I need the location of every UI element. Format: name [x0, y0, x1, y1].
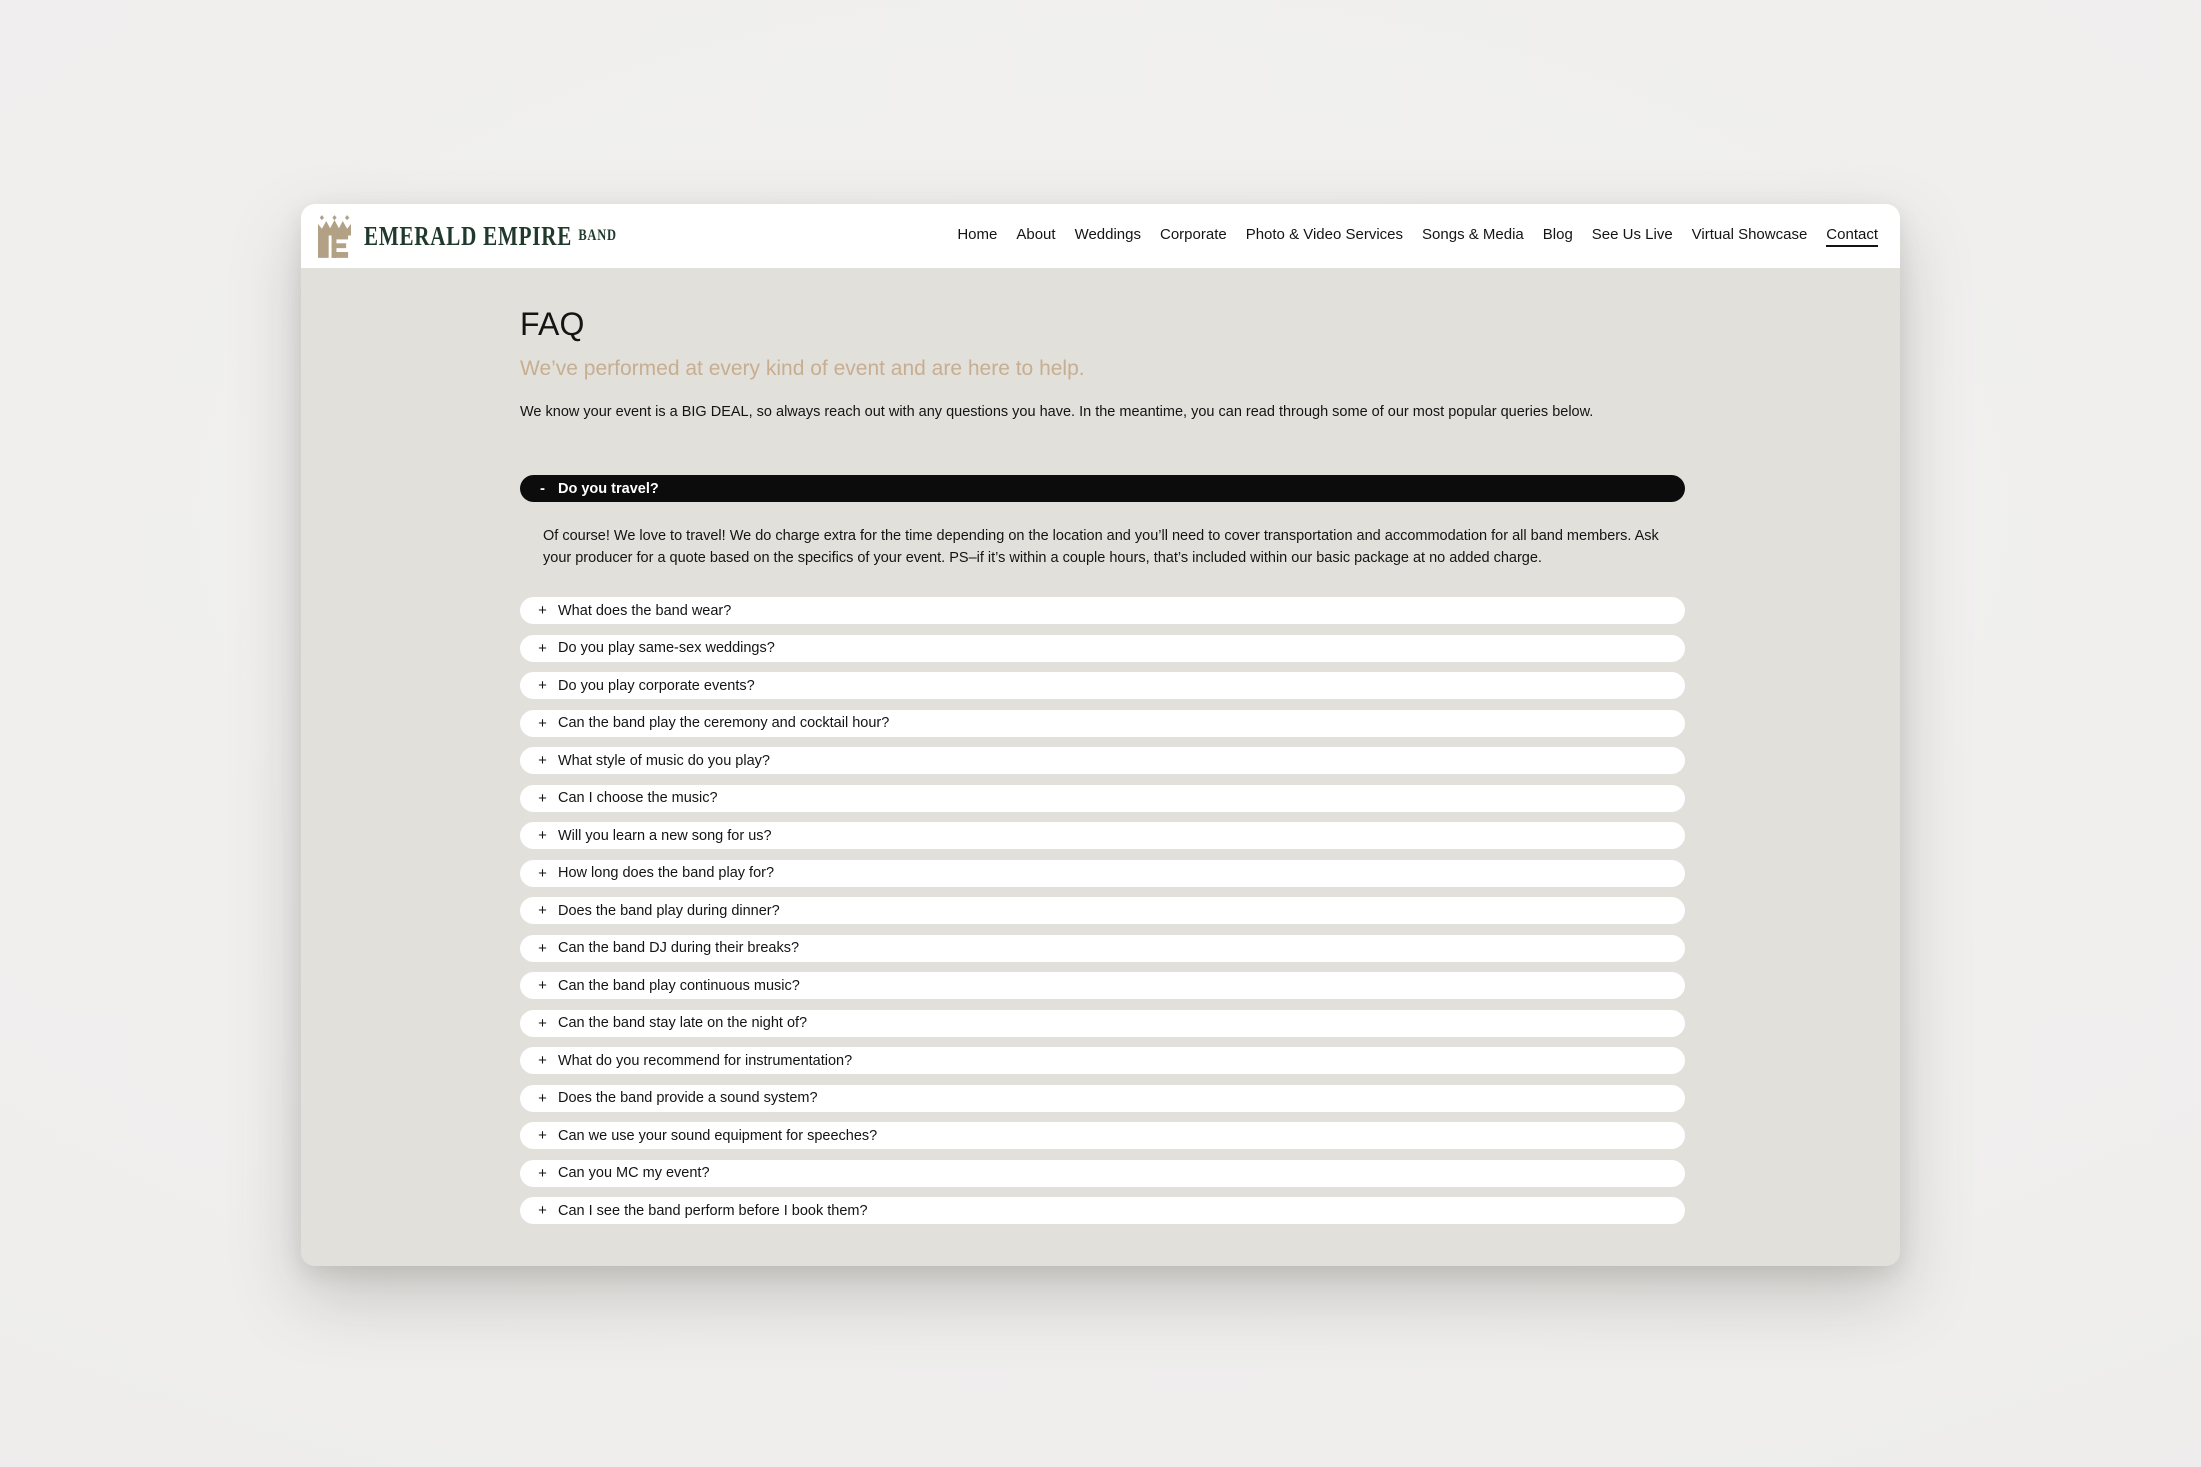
faq-question: What style of music do you play? [558, 752, 770, 769]
faq-question: What does the band wear? [558, 602, 732, 619]
faq-item[interactable] [520, 822, 1685, 849]
main-nav [957, 226, 1878, 247]
site-card [301, 204, 1900, 1266]
expand-icon: + [538, 714, 547, 732]
faq-question: Will you learn a new song for us? [558, 827, 772, 844]
faq-item[interactable] [520, 597, 1685, 624]
faq-item[interactable] [520, 897, 1685, 924]
faq-item[interactable] [520, 972, 1685, 999]
brand-suffix: BAND [578, 226, 617, 244]
nav-item-photo-video-services[interactable]: Photo & Video Services [1245, 225, 1404, 243]
faq-item[interactable] [520, 935, 1685, 962]
faq-question: Does the band play during dinner? [558, 902, 780, 919]
nav-item-virtual-showcase[interactable]: Virtual Showcase [1691, 225, 1808, 243]
faq-question: Can I choose the music? [558, 790, 718, 806]
nav-item-contact[interactable]: Contact [1826, 226, 1878, 247]
expand-icon: + [538, 939, 547, 957]
expand-icon: + [538, 827, 547, 844]
nav-item-weddings[interactable]: Weddings [1074, 225, 1141, 243]
faq-item[interactable] [520, 1010, 1685, 1037]
site-header [301, 204, 1900, 268]
faq-item[interactable] [520, 747, 1685, 774]
faq-question: Does the band provide a sound system? [558, 1090, 818, 1106]
faq-question: Can the band play the ceremony and cocktail hour? [558, 715, 890, 731]
expand-icon: + [538, 752, 547, 769]
faq-item[interactable] [520, 635, 1685, 662]
faq-question: Can you MC my event? [558, 1165, 710, 1181]
faq-question: Do you travel? [558, 480, 659, 497]
brand-logo[interactable] [318, 215, 688, 258]
nav-item-home[interactable]: Home [957, 225, 998, 243]
faq-item[interactable] [520, 1085, 1685, 1112]
page-subtitle: We’ve performed at every kind of event and are here to help. [520, 357, 1085, 380]
faq-item[interactable] [520, 1160, 1685, 1187]
expand-icon: + [538, 1164, 547, 1182]
page-intro: We know your event is a BIG DEAL, so always reach out with any questions you have. In the meantime, you can read through some of our most popular queries below. [520, 404, 1594, 420]
expand-icon: + [538, 1052, 547, 1069]
faq-item[interactable] [520, 1122, 1685, 1149]
nav-item-see-us-live[interactable]: See Us Live [1591, 225, 1673, 243]
expand-icon: + [538, 902, 547, 919]
faq-item-expanded[interactable] [520, 475, 1685, 502]
faq-item[interactable] [520, 785, 1685, 812]
expand-icon: + [538, 977, 547, 994]
faq-item[interactable] [520, 860, 1685, 887]
faq-question: Do you play corporate events? [558, 677, 755, 694]
nav-item-corporate[interactable]: Corporate [1160, 225, 1227, 243]
nav-item-about[interactable]: About [1016, 225, 1056, 243]
nav-item-songs-media[interactable]: Songs & Media [1422, 225, 1524, 243]
expand-icon: + [538, 1014, 547, 1032]
expand-icon: + [538, 789, 547, 807]
expand-icon: + [538, 864, 547, 882]
brand-name: EMERALD EMPIRE [364, 220, 573, 251]
crown-icon [318, 215, 351, 258]
faq-page [301, 268, 1900, 1266]
faq-question: What do you recommend for instrumentation? [558, 1052, 853, 1069]
faq-answer: Of course! We love to travel! We do charge extra for the time depending on the location and you’ll need to cover transportation and accommodation for all band members. Ask your producer for a quote based on the specifics of your event. PS–if it’s within a couple hours, that’s included within our basic package at no added charge. [543, 528, 1659, 566]
faq-item[interactable] [520, 710, 1685, 737]
nav-item-blog[interactable]: Blog [1542, 225, 1573, 243]
faq-question: Can the band play continuous music? [558, 977, 800, 994]
collapse-icon: - [540, 480, 545, 497]
expand-icon: + [538, 1127, 547, 1144]
expand-icon: + [538, 677, 547, 694]
faq-question: Can I see the band perform before I book them? [558, 1202, 868, 1219]
expand-icon: + [538, 1202, 547, 1219]
faq-collapsed-list [520, 597, 1685, 1224]
faq-item[interactable] [520, 1197, 1685, 1224]
faq-question: Do you play same-sex weddings? [558, 640, 775, 656]
expand-icon: + [538, 602, 547, 619]
faq-question: Can we use your sound equipment for speeches? [558, 1127, 878, 1144]
faq-question: Can the band stay late on the night of? [558, 1015, 808, 1031]
page-title: FAQ [520, 306, 585, 342]
faq-question: How long does the band play for? [558, 865, 775, 881]
expand-icon: + [538, 1089, 547, 1107]
faq-item[interactable] [520, 672, 1685, 699]
faq-item[interactable] [520, 1047, 1685, 1074]
faq-accordion [520, 475, 1685, 1224]
faq-question: Can the band DJ during their breaks? [558, 940, 800, 956]
expand-icon: + [538, 639, 547, 657]
